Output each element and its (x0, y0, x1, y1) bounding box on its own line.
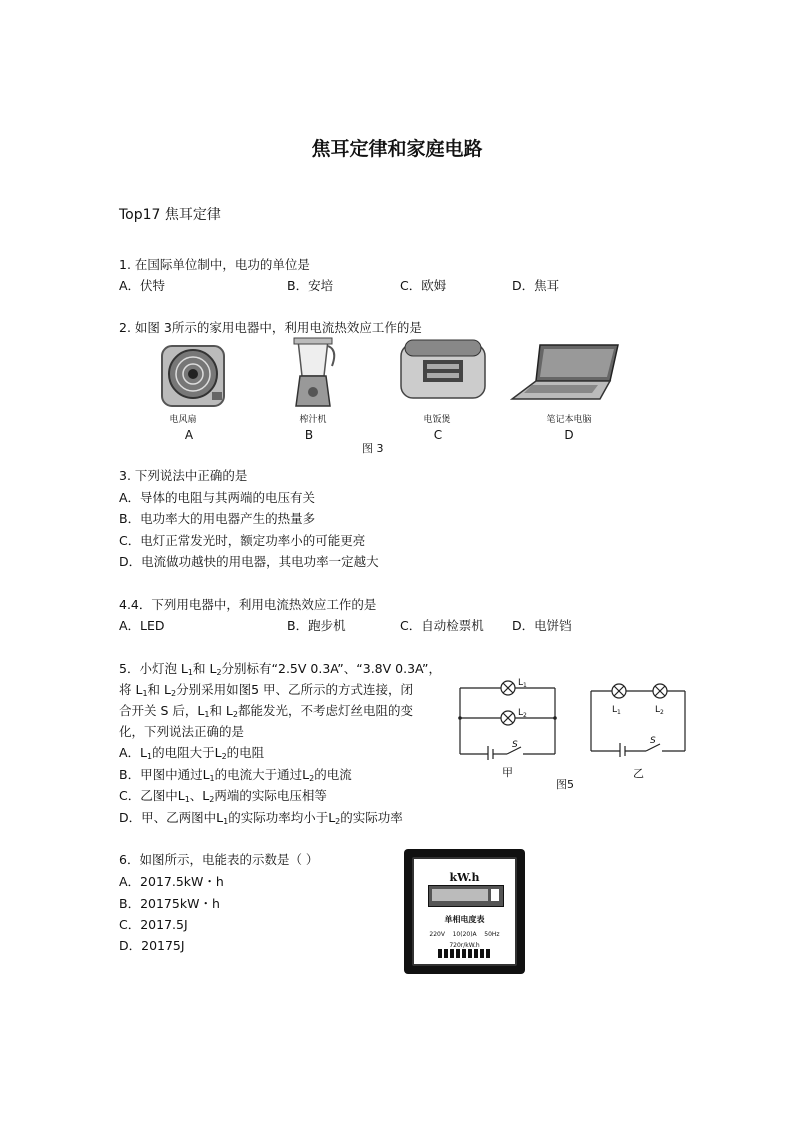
q6-stem: 6．如图所示，电能表的示数是（ ） (119, 852, 319, 867)
q2-caption-d: 笔记本电脑 (546, 415, 592, 425)
circuit-jia-label-s: S (512, 740, 518, 750)
q6-option-a: A．2017.5kW・h (119, 874, 224, 889)
q4-option-d: D．电饼铛 (512, 618, 572, 633)
q2-figure-label: 图 3 (362, 442, 384, 455)
q2-caption-b: 榨汁机 (299, 415, 327, 425)
q6-option-c: C．2017.5J (119, 917, 188, 932)
q2-letter-b: B (304, 428, 314, 442)
q5-line-3: 合开关 S 后，$L_1$和 $L_2$都能发光，不考虑灯丝电阻的变 (119, 703, 414, 719)
q4-option-a: A．LED (119, 618, 165, 633)
q2-letter-d: D (564, 428, 574, 442)
laptop-image (510, 343, 622, 401)
q4-stem: 4.4．下列用电器中，利用电流热效应工作的是 (119, 597, 377, 612)
electric-meter (404, 849, 525, 974)
circuit-yi-label-l2: $L_2$ (655, 705, 664, 716)
circuit-yi-label-l1: $L_1$ (612, 705, 621, 716)
q1-option-a: A．伏特 (119, 278, 166, 293)
circuit-yi-diagram (588, 681, 688, 757)
q3-option-d: D．电流做功越快的用电器，其电功率一定越大 (119, 554, 379, 569)
q2-caption-c: 电饭煲 (423, 415, 451, 425)
circuit-jia-diagram (455, 676, 561, 760)
rice-cooker-image (397, 338, 489, 402)
q5-figure-label: 图5 (556, 778, 574, 791)
q2-letter-a: A (184, 428, 194, 442)
q3-stem: 3. 下列说法中正确的是 (119, 468, 248, 483)
q5-option-c: C．乙图中$L_1$、$L_2$两端的实际电压相等 (119, 788, 327, 804)
meter-unit: kW.h (449, 871, 480, 884)
meter-revolutions: 720r/kW.h (449, 942, 480, 949)
q5-line-4: 化，下列说法正确的是 (119, 724, 245, 739)
q4-option-b: B．跑步机 (287, 618, 346, 633)
q1-option-b: B．安培 (287, 278, 334, 293)
circuit-yi-caption: 乙 (633, 767, 644, 780)
q1-option-d: D．焦耳 (512, 278, 560, 293)
q5-line-2: 将 $L_1$和 $L_2$分别采用如图5 甲、乙所示的方式连接，闭 (119, 682, 414, 698)
q5-line-1: 5．小灯泡 $L_1$和 $L_2$分别标有“2.5V 0.3A”、“3.8V 0.3A”， (119, 661, 442, 677)
q2-caption-a: 电风扇 (169, 415, 197, 425)
meter-spec: 220V 10(20)A 50Hz (429, 931, 500, 938)
meter-reading-window (428, 885, 504, 907)
q1-stem: 1. 在国际单位制中，电功的单位是 (119, 257, 310, 272)
circuit-jia-label-l1: $L_1$ (518, 678, 527, 689)
q6-option-d: D．20175J (119, 938, 185, 953)
q2-stem: 2. 如图 3所示的家用电器中，利用电流热效应工作的是 (119, 320, 422, 335)
circuit-yi-label-s: S (650, 736, 656, 746)
q4-option-c: C．自动检票机 (400, 618, 484, 633)
circuit-jia-label-l2: $L_2$ (518, 708, 527, 719)
q3-option-b: B．电功率大的用电器产生的热量多 (119, 511, 316, 526)
q6-option-b: B．20175kW・h (119, 896, 220, 911)
q2-letter-c: C (433, 428, 443, 442)
page-title: 焦耳定律和家庭电路 (311, 138, 483, 160)
q3-option-a: A．导体的电阻与其两端的电压有关 (119, 490, 316, 505)
q5-option-a: A．$L_1$的电阻大于$L_2$的电阻 (119, 745, 265, 761)
q1-option-c: C．欧姆 (400, 278, 447, 293)
electric-fan-image (158, 340, 228, 410)
meter-name: 单相电度表 (444, 915, 485, 924)
q5-option-d: D．甲、乙两图中$L_1$的实际功率均小于$L_2$的实际功率 (119, 810, 403, 826)
section-heading: Top17 焦耳定律 (119, 207, 221, 223)
circuit-jia-caption: 甲 (502, 766, 513, 779)
meter-terminal-strip (438, 949, 492, 958)
juicer-image (288, 336, 338, 410)
q3-option-c: C．电灯正常发光时，额定功率小的可能更亮 (119, 533, 366, 548)
q5-option-b: B．甲图中通过$L_1$的电流大于通过$L_2$的电流 (119, 767, 352, 783)
